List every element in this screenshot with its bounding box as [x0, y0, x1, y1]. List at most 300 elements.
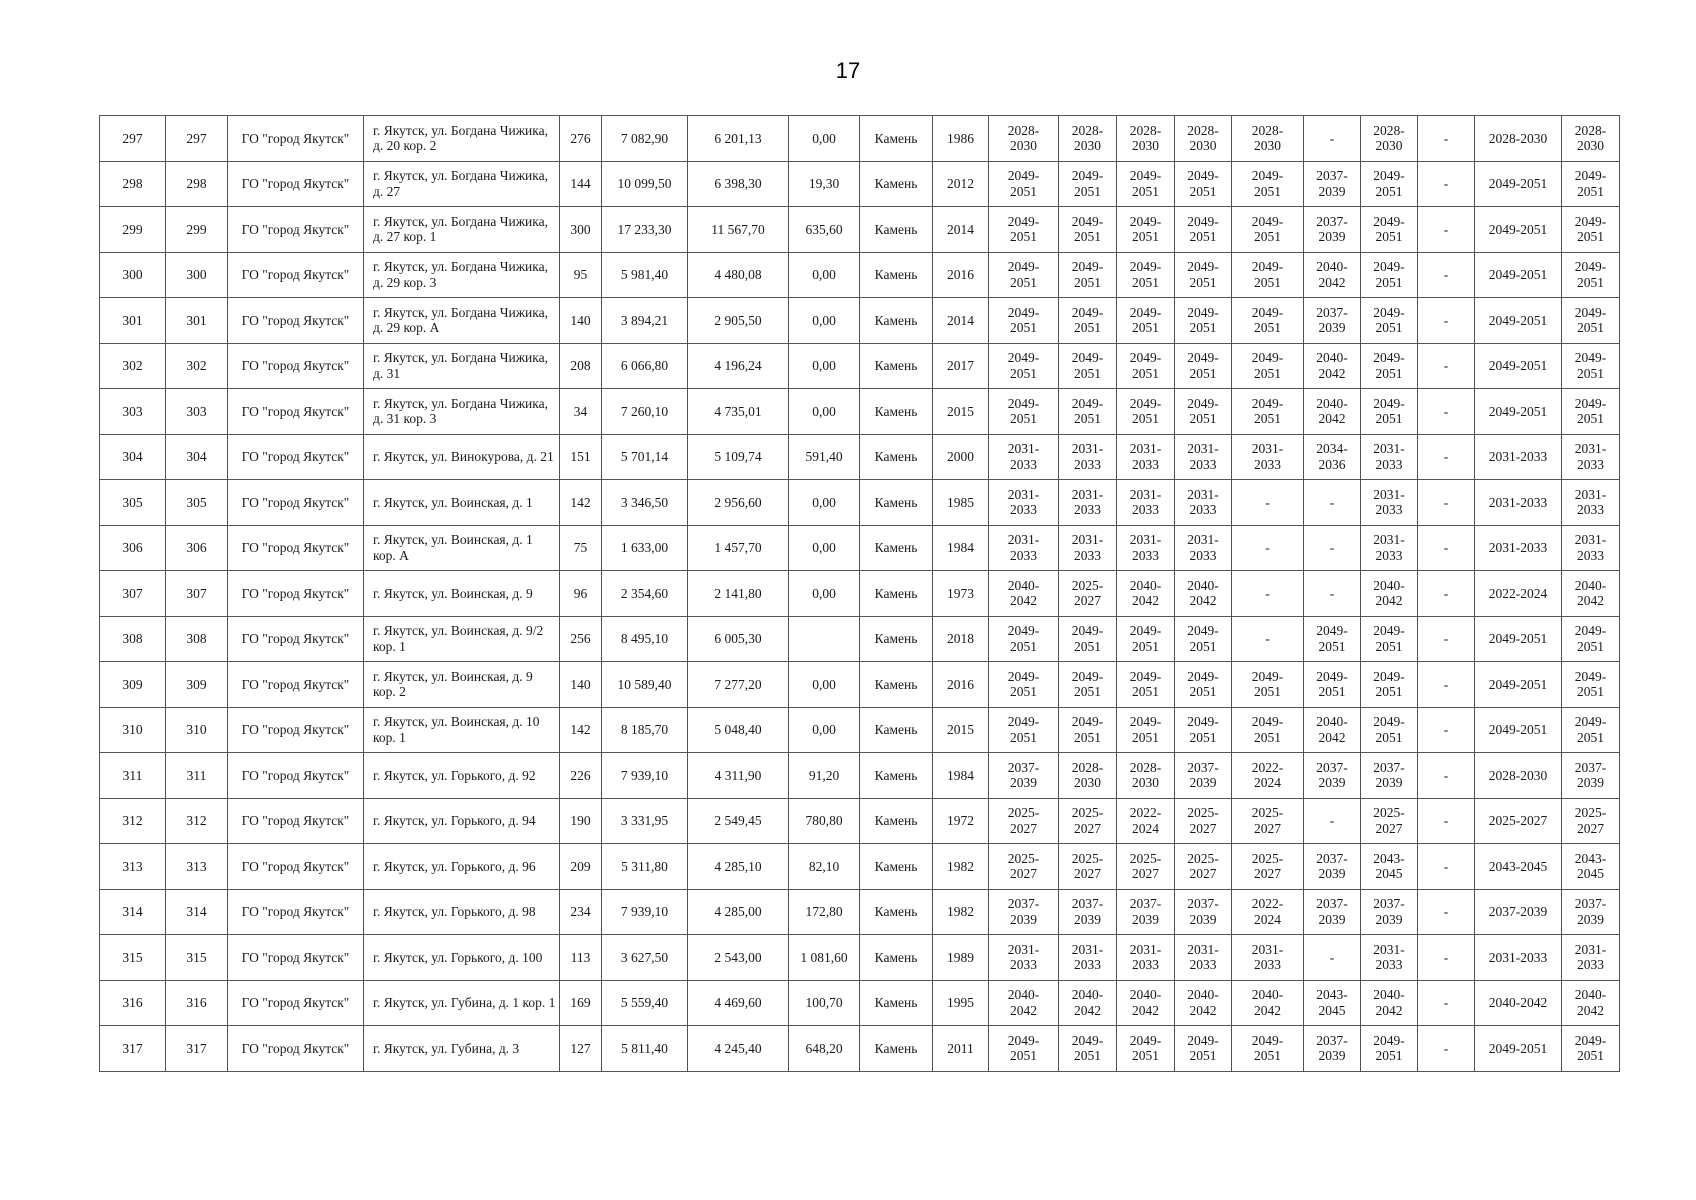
repair-period-cell: 2049- 2051 [1175, 298, 1232, 344]
total-area-cell: 10 099,50 [602, 161, 688, 207]
repair-period-cell: 2049-2051 [1475, 298, 1562, 344]
repair-period-cell: 2031- 2033 [1117, 525, 1175, 571]
repair-period-cell: 2025- 2027 [1232, 798, 1304, 844]
municipality-cell: ГО "город Якутск" [228, 389, 364, 435]
nonliving-area-cell: 100,70 [789, 980, 860, 1026]
repair-period-cell: 2031- 2033 [1361, 434, 1418, 480]
row-number-cell: 311 [100, 753, 166, 799]
repair-period-cell: 2049- 2051 [1059, 252, 1117, 298]
repair-period-cell: 2031- 2033 [1175, 525, 1232, 571]
repair-period-cell: 2037- 2039 [1304, 298, 1361, 344]
year-built-cell: 2011 [933, 1026, 989, 1072]
house-number-cell: 311 [166, 753, 228, 799]
row-number-cell: 302 [100, 343, 166, 389]
year-built-cell: 2014 [933, 207, 989, 253]
repair-period-cell: 2040- 2042 [1361, 571, 1418, 617]
table-row [100, 525, 1620, 571]
repair-period-cell: 2049- 2051 [1562, 252, 1620, 298]
year-built-cell: 2012 [933, 161, 989, 207]
year-built-cell: 1995 [933, 980, 989, 1026]
repair-period-cell: 2049- 2051 [1562, 707, 1620, 753]
total-area-cell: 5 701,14 [602, 434, 688, 480]
repair-period-cell: 2025- 2027 [1361, 798, 1418, 844]
apartments-count-cell: 113 [560, 935, 602, 981]
nonliving-area-cell: 0,00 [789, 343, 860, 389]
living-area-cell: 4 285,10 [688, 844, 789, 890]
municipality-cell: ГО "город Якутск" [228, 525, 364, 571]
repair-period-cell: 2049- 2051 [1562, 298, 1620, 344]
repair-period-cell: - [1418, 161, 1475, 207]
repair-period-cell: 2043- 2045 [1361, 844, 1418, 890]
repair-period-cell: 2037- 2039 [1175, 889, 1232, 935]
repair-period-cell: 2025- 2027 [1059, 571, 1117, 617]
repair-period-cell: 2049- 2051 [1361, 616, 1418, 662]
repair-period-cell: 2031- 2033 [1562, 525, 1620, 571]
year-built-cell: 2015 [933, 707, 989, 753]
wall-material-cell: Камень [860, 707, 933, 753]
repair-period-cell: 2049- 2051 [1361, 389, 1418, 435]
repair-period-cell: 2031- 2033 [1562, 480, 1620, 526]
living-area-cell: 2 905,50 [688, 298, 789, 344]
house-number-cell: 299 [166, 207, 228, 253]
living-area-cell: 4 196,24 [688, 343, 789, 389]
house-number-cell: 310 [166, 707, 228, 753]
address-cell: г. Якутск, ул. Горького, д. 100 [364, 935, 560, 981]
wall-material-cell: Камень [860, 389, 933, 435]
wall-material-cell: Камень [860, 343, 933, 389]
repair-period-cell: 2049- 2051 [1232, 389, 1304, 435]
table-row [100, 1026, 1620, 1072]
total-area-cell: 5 981,40 [602, 252, 688, 298]
repair-period-cell: 2049- 2051 [989, 252, 1059, 298]
row-number-cell: 317 [100, 1026, 166, 1072]
table-row [100, 798, 1620, 844]
repair-period-cell: 2049- 2051 [1059, 298, 1117, 344]
total-area-cell: 3 894,21 [602, 298, 688, 344]
repair-period-cell: 2028- 2030 [1059, 753, 1117, 799]
nonliving-area-cell: 82,10 [789, 844, 860, 890]
municipality-cell: ГО "город Якутск" [228, 935, 364, 981]
living-area-cell: 2 543,00 [688, 935, 789, 981]
repair-period-cell: 2037- 2039 [1175, 753, 1232, 799]
row-number-cell: 297 [100, 116, 166, 162]
apartments-count-cell: 34 [560, 389, 602, 435]
table-row [100, 571, 1620, 617]
wall-material-cell: Камень [860, 571, 933, 617]
nonliving-area-cell: 0,00 [789, 298, 860, 344]
repair-period-cell: 2037- 2039 [1562, 889, 1620, 935]
repair-period-cell: 2037- 2039 [1117, 889, 1175, 935]
table-row [100, 662, 1620, 708]
repair-period-cell: 2049-2051 [1475, 207, 1562, 253]
repair-period-cell: - [1418, 343, 1475, 389]
table-row [100, 161, 1620, 207]
house-number-cell: 314 [166, 889, 228, 935]
nonliving-area-cell: 172,80 [789, 889, 860, 935]
year-built-cell: 2015 [933, 389, 989, 435]
nonliving-area-cell: 91,20 [789, 753, 860, 799]
repair-period-cell: 2028- 2030 [1117, 116, 1175, 162]
nonliving-area-cell: 1 081,60 [789, 935, 860, 981]
address-cell: г. Якутск, ул. Воинская, д. 9 кор. 2 [364, 662, 560, 708]
row-number-cell: 307 [100, 571, 166, 617]
table-body [100, 116, 1620, 1072]
repair-period-cell: 2028- 2030 [1059, 116, 1117, 162]
repair-period-cell: 2025- 2027 [1117, 844, 1175, 890]
repair-period-cell: 2028- 2030 [989, 116, 1059, 162]
total-area-cell: 8 495,10 [602, 616, 688, 662]
living-area-cell: 5 048,40 [688, 707, 789, 753]
total-area-cell: 5 811,40 [602, 1026, 688, 1072]
municipality-cell: ГО "город Якутск" [228, 662, 364, 708]
repair-period-cell: 2025-2027 [1475, 798, 1562, 844]
repair-period-cell: 2040- 2042 [989, 980, 1059, 1026]
municipality-cell: ГО "город Якутск" [228, 161, 364, 207]
apartments-count-cell: 300 [560, 207, 602, 253]
address-cell: г. Якутск, ул. Губина, д. 1 кор. 1 [364, 980, 560, 1026]
repair-period-cell: - [1418, 980, 1475, 1026]
house-number-cell: 301 [166, 298, 228, 344]
repair-period-cell: 2031- 2033 [989, 480, 1059, 526]
repair-period-cell: 2037- 2039 [1304, 1026, 1361, 1072]
total-area-cell: 2 354,60 [602, 571, 688, 617]
repair-period-cell: 2049- 2051 [989, 662, 1059, 708]
repair-period-cell: 2031- 2033 [1059, 525, 1117, 571]
wall-material-cell: Камень [860, 252, 933, 298]
wall-material-cell: Камень [860, 525, 933, 571]
repair-period-cell: 2040- 2042 [1175, 980, 1232, 1026]
living-area-cell: 6 005,30 [688, 616, 789, 662]
nonliving-area-cell: 0,00 [789, 707, 860, 753]
wall-material-cell: Камень [860, 616, 933, 662]
repair-period-cell: 2049- 2051 [1059, 662, 1117, 708]
repair-period-cell: 2040-2042 [1475, 980, 1562, 1026]
repair-period-cell: 2040- 2042 [1059, 980, 1117, 1026]
repair-period-cell: - [1418, 571, 1475, 617]
year-built-cell: 1972 [933, 798, 989, 844]
year-built-cell: 2016 [933, 662, 989, 708]
table-row [100, 252, 1620, 298]
repair-period-cell: 2049- 2051 [1117, 252, 1175, 298]
wall-material-cell: Камень [860, 662, 933, 708]
repair-period-cell: 2040- 2042 [1304, 343, 1361, 389]
repair-period-cell: 2040- 2042 [1175, 571, 1232, 617]
repair-period-cell: - [1418, 207, 1475, 253]
repair-period-cell: 2049- 2051 [1232, 343, 1304, 389]
living-area-cell: 4 735,01 [688, 389, 789, 435]
repair-period-cell: 2049- 2051 [1117, 161, 1175, 207]
apartments-count-cell: 96 [560, 571, 602, 617]
apartments-count-cell: 234 [560, 889, 602, 935]
year-built-cell: 1984 [933, 753, 989, 799]
repair-period-cell: 2049- 2051 [1562, 662, 1620, 708]
total-area-cell: 7 939,10 [602, 889, 688, 935]
nonliving-area-cell: 0,00 [789, 116, 860, 162]
apartments-count-cell: 144 [560, 161, 602, 207]
repair-period-cell: 2049- 2051 [1117, 616, 1175, 662]
apartments-count-cell: 151 [560, 434, 602, 480]
row-number-cell: 303 [100, 389, 166, 435]
apartments-count-cell: 142 [560, 707, 602, 753]
year-built-cell: 2000 [933, 434, 989, 480]
repair-period-cell: 2049- 2051 [1175, 161, 1232, 207]
repair-period-cell: 2049- 2051 [1175, 252, 1232, 298]
wall-material-cell: Камень [860, 798, 933, 844]
repair-period-cell: 2037-2039 [1475, 889, 1562, 935]
repair-period-cell: - [1304, 935, 1361, 981]
repair-period-cell: 2049-2051 [1475, 161, 1562, 207]
house-number-cell: 302 [166, 343, 228, 389]
apartments-count-cell: 226 [560, 753, 602, 799]
repair-period-cell: 2049- 2051 [1175, 207, 1232, 253]
repair-period-cell: 2049- 2051 [1562, 389, 1620, 435]
repair-period-cell: 2025- 2027 [1059, 844, 1117, 890]
repair-period-cell: 2049- 2051 [1175, 389, 1232, 435]
year-built-cell: 1973 [933, 571, 989, 617]
address-cell: г. Якутск, ул. Богдана Чижика, д. 27 кор. 1 [364, 207, 560, 253]
house-number-cell: 316 [166, 980, 228, 1026]
repair-period-cell: 2031- 2033 [1117, 434, 1175, 480]
repair-period-cell: - [1418, 889, 1475, 935]
repair-period-cell: 2031- 2033 [1361, 525, 1418, 571]
repair-period-cell: 2025- 2027 [1175, 798, 1232, 844]
repair-period-cell: 2049- 2051 [989, 161, 1059, 207]
wall-material-cell: Камень [860, 889, 933, 935]
repair-period-cell: 2043-2045 [1475, 844, 1562, 890]
nonliving-area-cell [789, 616, 860, 662]
repair-period-cell: 2049- 2051 [1175, 707, 1232, 753]
total-area-cell: 17 233,30 [602, 207, 688, 253]
repair-period-cell: 2028-2030 [1475, 753, 1562, 799]
repair-period-cell: 2043- 2045 [1304, 980, 1361, 1026]
address-cell: г. Якутск, ул. Винокурова, д. 21 [364, 434, 560, 480]
apartments-count-cell: 169 [560, 980, 602, 1026]
repair-period-cell: - [1418, 616, 1475, 662]
repair-period-cell: 2049- 2051 [1562, 1026, 1620, 1072]
repair-period-cell: 2025- 2027 [1232, 844, 1304, 890]
apartments-count-cell: 256 [560, 616, 602, 662]
repair-period-cell: 2022- 2024 [1232, 889, 1304, 935]
living-area-cell: 7 277,20 [688, 662, 789, 708]
repair-period-cell: - [1304, 798, 1361, 844]
repair-period-cell: 2040- 2042 [1304, 389, 1361, 435]
repair-period-cell: 2049- 2051 [1232, 207, 1304, 253]
repair-period-cell: 2040- 2042 [1232, 980, 1304, 1026]
repair-period-cell: 2040- 2042 [1361, 980, 1418, 1026]
repair-period-cell: 2049- 2051 [989, 616, 1059, 662]
repair-period-cell: 2028- 2030 [1175, 116, 1232, 162]
repair-period-cell: 2049- 2051 [1304, 662, 1361, 708]
repair-period-cell: 2031- 2033 [1562, 434, 1620, 480]
repair-period-cell: 2049- 2051 [1361, 662, 1418, 708]
apartments-count-cell: 140 [560, 298, 602, 344]
house-number-cell: 298 [166, 161, 228, 207]
repair-period-cell: 2049- 2051 [1117, 662, 1175, 708]
repair-period-cell: 2025- 2027 [989, 798, 1059, 844]
repair-period-cell: 2049- 2051 [1361, 207, 1418, 253]
nonliving-area-cell: 19,30 [789, 161, 860, 207]
nonliving-area-cell: 648,20 [789, 1026, 860, 1072]
repair-period-cell: 2049- 2051 [1059, 389, 1117, 435]
repair-period-cell: 2049-2051 [1475, 389, 1562, 435]
apartments-count-cell: 190 [560, 798, 602, 844]
repair-period-cell: - [1418, 389, 1475, 435]
repair-period-cell: 2049- 2051 [1117, 1026, 1175, 1072]
repair-period-cell: 2040- 2042 [1304, 252, 1361, 298]
table-row [100, 434, 1620, 480]
total-area-cell: 7 082,90 [602, 116, 688, 162]
repair-period-cell: 2049- 2051 [989, 707, 1059, 753]
repair-period-cell: 2037- 2039 [1059, 889, 1117, 935]
repair-period-cell: 2031- 2033 [1361, 935, 1418, 981]
repair-period-cell: 2025- 2027 [989, 844, 1059, 890]
repair-period-cell: 2049- 2051 [1117, 207, 1175, 253]
repair-period-cell: 2040- 2042 [989, 571, 1059, 617]
repair-period-cell: 2040- 2042 [1562, 571, 1620, 617]
repair-period-cell: 2031-2033 [1475, 480, 1562, 526]
repair-period-cell: 2049- 2051 [989, 1026, 1059, 1072]
repair-period-cell: - [1418, 935, 1475, 981]
house-number-cell: 307 [166, 571, 228, 617]
table-row [100, 980, 1620, 1026]
repair-period-cell: 2049- 2051 [1059, 1026, 1117, 1072]
wall-material-cell: Камень [860, 116, 933, 162]
repair-period-cell: - [1418, 662, 1475, 708]
living-area-cell: 6 398,30 [688, 161, 789, 207]
address-cell: г. Якутск, ул. Горького, д. 98 [364, 889, 560, 935]
repair-period-cell: - [1418, 707, 1475, 753]
repair-period-cell: 2049-2051 [1475, 707, 1562, 753]
table-row [100, 616, 1620, 662]
year-built-cell: 2017 [933, 343, 989, 389]
municipality-cell: ГО "город Якутск" [228, 753, 364, 799]
wall-material-cell: Камень [860, 1026, 933, 1072]
repair-period-cell: 2037- 2039 [1304, 207, 1361, 253]
house-number-cell: 303 [166, 389, 228, 435]
repair-period-cell: 2028- 2030 [1361, 116, 1418, 162]
living-area-cell: 4 245,40 [688, 1026, 789, 1072]
repair-period-cell: 2049-2051 [1475, 343, 1562, 389]
repair-period-cell: 2022-2024 [1475, 571, 1562, 617]
address-cell: г. Якутск, ул. Горького, д. 94 [364, 798, 560, 844]
living-area-cell: 1 457,70 [688, 525, 789, 571]
table-row [100, 389, 1620, 435]
municipality-cell: ГО "город Якутск" [228, 798, 364, 844]
repair-period-cell: 2031- 2033 [1232, 434, 1304, 480]
address-cell: г. Якутск, ул. Горького, д. 92 [364, 753, 560, 799]
repair-period-cell: 2049- 2051 [1117, 389, 1175, 435]
row-number-cell: 312 [100, 798, 166, 844]
address-cell: г. Якутск, ул. Воинская, д. 9 [364, 571, 560, 617]
repair-period-cell: 2049- 2051 [989, 207, 1059, 253]
year-built-cell: 1984 [933, 525, 989, 571]
total-area-cell: 1 633,00 [602, 525, 688, 571]
repair-period-cell: 2037- 2039 [989, 753, 1059, 799]
repair-period-cell: 2049- 2051 [1059, 616, 1117, 662]
apartments-count-cell: 95 [560, 252, 602, 298]
table-row [100, 207, 1620, 253]
repair-period-cell: 2031- 2033 [1175, 480, 1232, 526]
repair-period-cell: 2031- 2033 [1562, 935, 1620, 981]
living-area-cell: 6 201,13 [688, 116, 789, 162]
living-area-cell: 4 311,90 [688, 753, 789, 799]
repair-period-cell: 2049- 2051 [989, 298, 1059, 344]
address-cell: г. Якутск, ул. Воинская, д. 1 кор. А [364, 525, 560, 571]
house-number-cell: 308 [166, 616, 228, 662]
repair-period-cell: - [1232, 525, 1304, 571]
row-number-cell: 316 [100, 980, 166, 1026]
repair-period-cell: 2049- 2051 [1562, 343, 1620, 389]
nonliving-area-cell: 0,00 [789, 252, 860, 298]
repair-period-cell: 2049- 2051 [1175, 616, 1232, 662]
repair-period-cell: 2037- 2039 [1304, 753, 1361, 799]
row-number-cell: 313 [100, 844, 166, 890]
apartments-count-cell: 209 [560, 844, 602, 890]
repair-period-cell: 2031-2033 [1475, 525, 1562, 571]
wall-material-cell: Камень [860, 980, 933, 1026]
repair-period-cell: 2049- 2051 [1059, 161, 1117, 207]
address-cell: г. Якутск, ул. Богдана Чижика, д. 31 кор. 3 [364, 389, 560, 435]
repair-period-cell: - [1304, 480, 1361, 526]
repair-period-cell: 2040- 2042 [1562, 980, 1620, 1026]
repair-period-cell: 2049- 2051 [1059, 707, 1117, 753]
repair-period-cell: 2031- 2033 [989, 935, 1059, 981]
repair-period-cell: 2031- 2033 [1361, 480, 1418, 526]
apartments-count-cell: 208 [560, 343, 602, 389]
living-area-cell: 4 469,60 [688, 980, 789, 1026]
repair-period-cell: - [1232, 616, 1304, 662]
year-built-cell: 1982 [933, 889, 989, 935]
municipality-cell: ГО "город Якутск" [228, 844, 364, 890]
repair-period-cell: 2049- 2051 [1117, 707, 1175, 753]
wall-material-cell: Камень [860, 480, 933, 526]
row-number-cell: 298 [100, 161, 166, 207]
repair-period-cell: 2031- 2033 [1117, 480, 1175, 526]
row-number-cell: 301 [100, 298, 166, 344]
repair-period-cell: 2037- 2039 [1361, 753, 1418, 799]
municipality-cell: ГО "город Якутск" [228, 434, 364, 480]
repair-period-cell: - [1304, 116, 1361, 162]
repair-period-cell: 2028- 2030 [1562, 116, 1620, 162]
total-area-cell: 3 331,95 [602, 798, 688, 844]
address-cell: г. Якутск, ул. Горького, д. 96 [364, 844, 560, 890]
repair-period-cell: 2049-2051 [1475, 662, 1562, 708]
repair-period-cell: - [1418, 480, 1475, 526]
house-number-cell: 315 [166, 935, 228, 981]
repair-period-cell: 2037- 2039 [1304, 889, 1361, 935]
repair-period-cell: 2040- 2042 [1117, 571, 1175, 617]
repair-period-cell: - [1418, 753, 1475, 799]
repair-period-cell: - [1418, 1026, 1475, 1072]
repair-period-cell: 2031- 2033 [1175, 935, 1232, 981]
repair-period-cell: - [1304, 525, 1361, 571]
living-area-cell: 2 141,80 [688, 571, 789, 617]
repair-period-cell: 2049- 2051 [1232, 1026, 1304, 1072]
repair-period-cell: 2049-2051 [1475, 252, 1562, 298]
repair-period-cell: 2049- 2051 [989, 389, 1059, 435]
living-area-cell: 2 549,45 [688, 798, 789, 844]
total-area-cell: 5 559,40 [602, 980, 688, 1026]
address-cell: г. Якутск, ул. Воинская, д. 9/2 кор. 1 [364, 616, 560, 662]
nonliving-area-cell: 0,00 [789, 480, 860, 526]
year-built-cell: 2016 [933, 252, 989, 298]
wall-material-cell: Камень [860, 298, 933, 344]
table-row [100, 343, 1620, 389]
house-number-cell: 300 [166, 252, 228, 298]
total-area-cell: 7 260,10 [602, 389, 688, 435]
year-built-cell: 1986 [933, 116, 989, 162]
repair-period-cell: - [1304, 571, 1361, 617]
